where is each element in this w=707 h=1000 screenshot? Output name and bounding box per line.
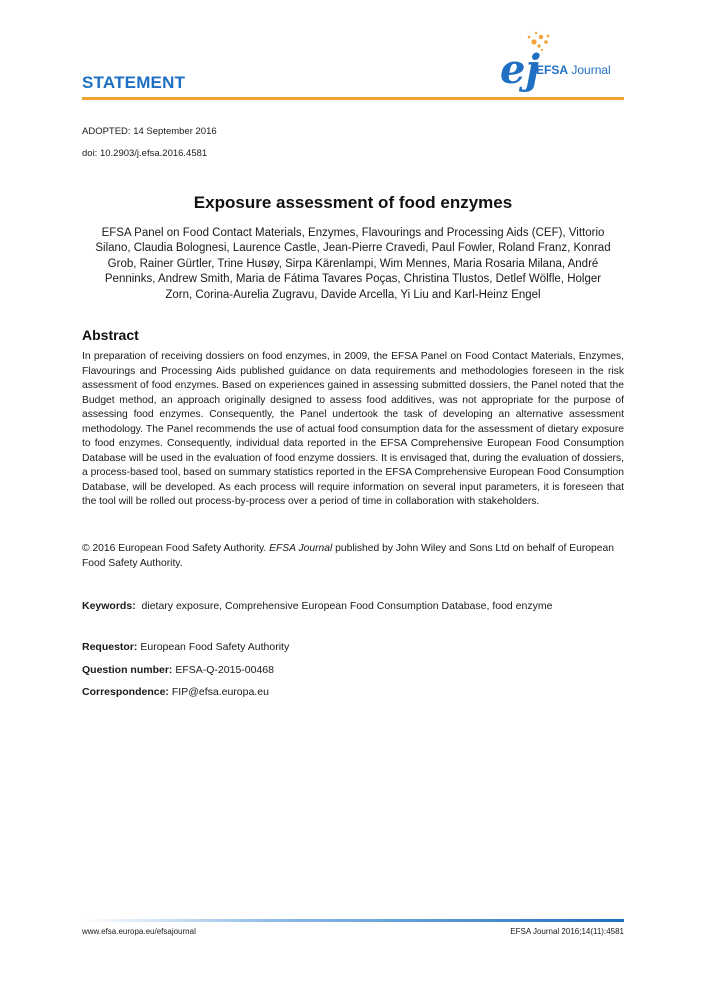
- requestor-value: European Food Safety Authority: [140, 641, 290, 653]
- logo-letters: ej: [500, 46, 540, 93]
- keywords-label: Keywords:: [82, 600, 136, 612]
- footer-url[interactable]: www.efsa.europa.eu/efsajournal: [82, 927, 196, 936]
- document-type-label: STATEMENT: [82, 73, 186, 92]
- correspondence-email[interactable]: FIP@efsa.europa.eu: [171, 686, 269, 698]
- journal-name: EFSA Journal: [536, 63, 611, 77]
- doi: doi: 10.2903/j.efsa.2016.4581: [82, 148, 208, 159]
- requestor-label: Requestor:: [82, 641, 138, 653]
- keywords: [82, 600, 552, 612]
- abstract-body: In preparation of receiving dossiers on food enzymes, in 2009, the EFSA Panel on Food Contact Materials, Enzymes, Flavourings and Processing Aids published guidance on data requirements and methodologies foreseen in the risk assessment of food enzymes. Based on experiences gained in assessing submitted dossiers, the Panel noted that the Budget method, an approach originally designed to assess food additives, was not appropriate for the purpose of assessing food enzymes. Consequently, the Panel undertook the task of developing an alternative assessment methodology. The Panel recommends the use of actual food consumption data for the assessment of dietary exposure to food enzymes. Consequently, individual data reported in the EFSA Comprehensive European Food Consumption Database will be used in the evaluation of food enzyme dossiers. It is envisaged that, during the evaluation of dossiers, a process-based tool, based on summary statistics reported in the EFSA Comprehensive European Food Consumption Database, will be developed. As each process will require information on several input parameters, it is foreseen that the tool will be rolled out process-by-process over a period of time in collaboration with stakeholders.: [82, 351, 625, 507]
- author-list: EFSA Panel on Food Contact Materials, Enzymes, Flavourings and Processing Aids (CEF), Vittorio Silano, Claudia Bolognesi, Laurence Castle, Jean-Pierre Cravedi, Paul Fowler, Roland Franz, Konrad Grob, Rainer Gürtler, Trine Husøy, Sirpa Kärenlampi, Wim Mennes, Maria Rosaria Milana, André Penninks, Andrew Smith, Maria de Fátima Tavares Poças, Christina Tlustos, Detlef Wölfle, Holger Zorn, Corina-Aurelia Zugravu, Davide Arcella, Yi Liu and Karl-Heinz Engel: [95, 227, 611, 301]
- correspondence: [82, 686, 269, 698]
- adopted-date: ADOPTED: 14 September 2016: [82, 126, 217, 137]
- question-number-value: EFSA-Q-2015-00468: [175, 664, 274, 676]
- footer-divider: [82, 919, 624, 922]
- correspondence-label: Correspondence:: [82, 686, 169, 698]
- question-number-label: Question number:: [82, 664, 173, 676]
- abstract-heading: Abstract: [82, 327, 139, 343]
- article-title: Exposure assessment of food enzymes: [193, 193, 513, 212]
- copyright-notice: © 2016 European Food Safety Authority. EFSA Journal published by John Wiley and Sons Ltd on behalf of European Food Safety Authority.: [82, 543, 614, 569]
- keywords-value: dietary exposure, Comprehensive European Food Consumption Database, food enzyme: [141, 600, 553, 612]
- question-number: [82, 664, 274, 676]
- footer-citation: EFSA Journal 2016;14(11):4581: [510, 927, 624, 936]
- requestor: [82, 641, 289, 653]
